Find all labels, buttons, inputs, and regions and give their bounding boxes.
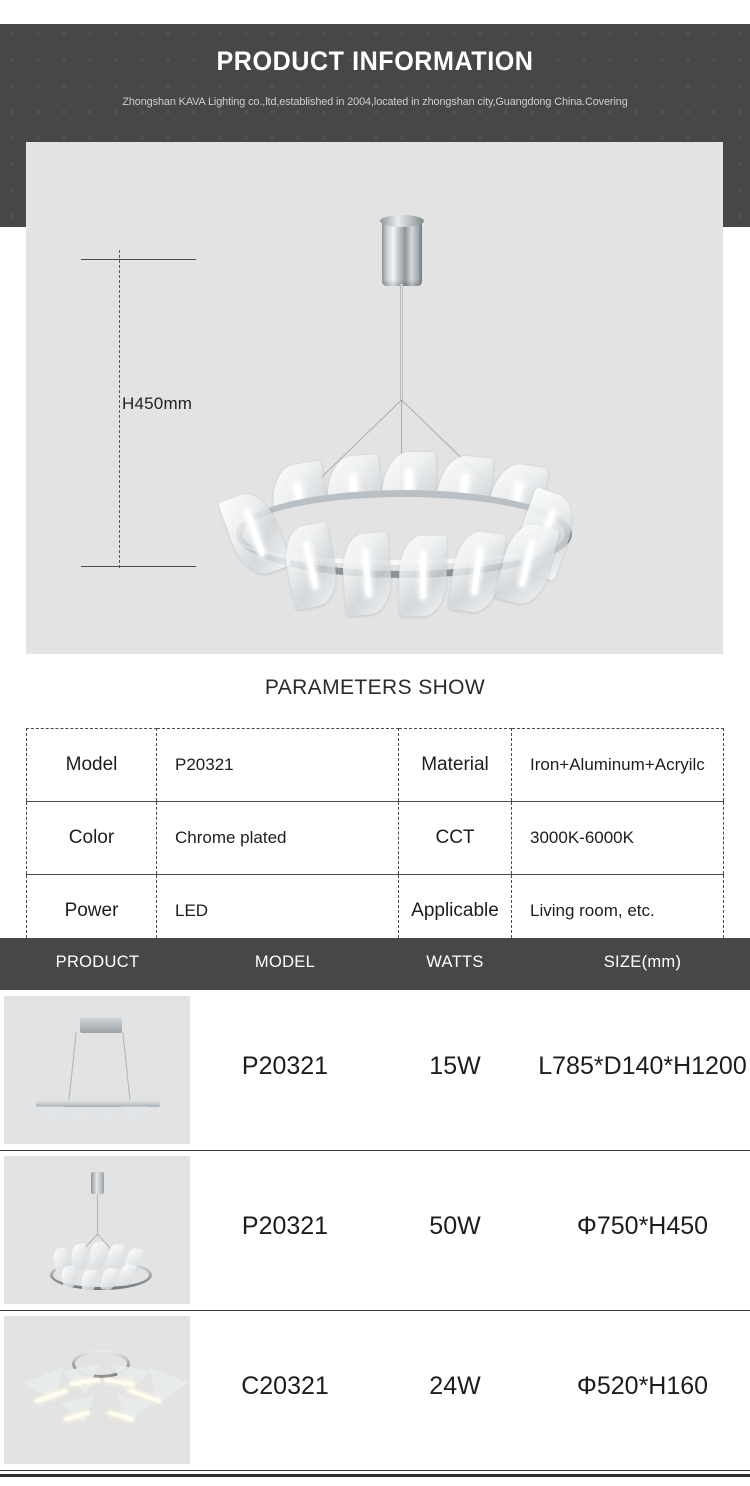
product-table-header: [0, 938, 750, 990]
cone-shade: [37, 1107, 64, 1128]
acrylic-petal: [399, 536, 447, 617]
chandelier-illustration: [188, 220, 608, 620]
cell-size: Φ520*H160: [576, 1372, 709, 1400]
page-title: PRODUCT INFORMATION: [216, 46, 534, 76]
param-value: LED: [157, 875, 399, 948]
cell-size: Φ750*H450: [576, 1212, 709, 1240]
table-row: [0, 990, 750, 1151]
cone-shade: [65, 1108, 94, 1130]
table-row: [0, 1150, 750, 1311]
parameters-table: [26, 728, 724, 948]
product-thumbnail: [4, 996, 190, 1144]
column-header-size: SIZE(mm): [603, 953, 682, 971]
cell-model: P20321: [241, 1052, 329, 1080]
bottom-divider: [0, 1474, 750, 1477]
canopy-top-cap: [380, 215, 424, 227]
table-row: [0, 1310, 750, 1471]
canopy-plate: [80, 1018, 122, 1033]
table-row: [27, 802, 724, 875]
canopy-cylinder: [91, 1172, 104, 1194]
suspension-rod: [400, 284, 403, 402]
canopy-cylinder: [382, 220, 422, 286]
cell-watts: 15W: [429, 1052, 481, 1080]
dimension-label: H450mm: [122, 394, 193, 413]
table-row: [27, 729, 724, 802]
param-value: P20321: [157, 729, 399, 802]
light-arm: [111, 1394, 152, 1427]
company-description: Zhongshan KAVA Lighting co.,ltd,established in 2004,located in zhongshan city,Guangdong China.Covering: [122, 96, 628, 108]
parameters-section-title: PARAMETERS SHOW: [264, 676, 486, 699]
param-value: Chrome plated: [157, 802, 399, 875]
column-header-model: MODEL: [254, 953, 316, 971]
cell-watts: 24W: [429, 1372, 481, 1400]
param-key: Material: [399, 729, 512, 802]
suspension-rod: [97, 1194, 98, 1236]
param-key: Color: [27, 802, 157, 875]
acrylic-petal: [82, 1270, 96, 1292]
acrylic-petal: [90, 1242, 105, 1269]
dimension-tick-bottom: [81, 566, 196, 567]
column-header-watts: WATTS: [426, 953, 484, 971]
param-value: Iron+Aluminum+Acryilc: [512, 729, 724, 802]
param-key: CCT: [399, 802, 512, 875]
param-value: Living room, etc.: [512, 875, 724, 948]
product-thumbnail: [4, 1156, 190, 1304]
param-key: Power: [27, 875, 157, 948]
cell-size: L785*D140*H1200: [538, 1052, 747, 1080]
param-value: 3000K-6000K: [512, 802, 724, 875]
suspension-wire-left: [68, 1032, 76, 1102]
cell-model: C20321: [241, 1372, 329, 1400]
param-key: Model: [27, 729, 157, 802]
suspension-wire-right: [122, 1032, 130, 1102]
cone-shade: [121, 1107, 148, 1128]
cell-model: P20321: [241, 1212, 329, 1240]
param-key: Applicable: [399, 875, 512, 948]
light-arm: [61, 1394, 102, 1427]
cone-shade: [93, 1108, 122, 1130]
acrylic-petal: [340, 532, 394, 617]
dimension-tick-top: [81, 259, 196, 260]
table-row: [27, 875, 724, 948]
product-thumbnail: [4, 1316, 190, 1464]
cell-watts: 50W: [429, 1212, 481, 1240]
column-header-product: PRODUCT: [55, 953, 140, 971]
dimension-guide-line: [119, 250, 120, 568]
hero-product-image: [26, 142, 723, 654]
